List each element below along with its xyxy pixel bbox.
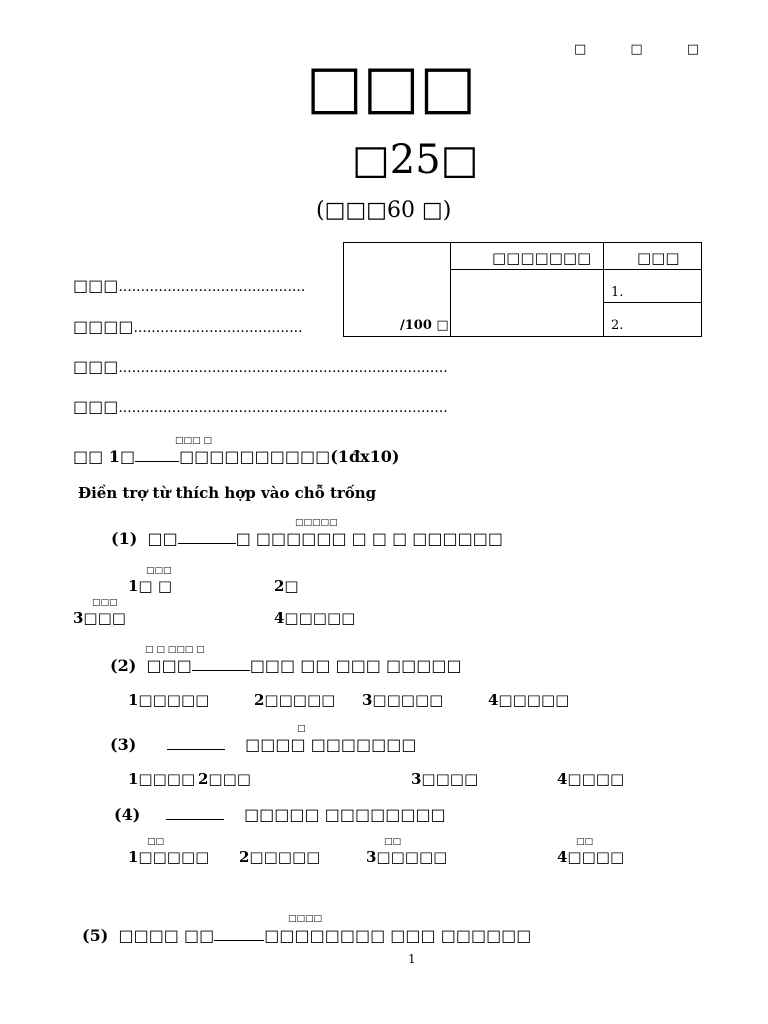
header-marks: □ □ □ [574,42,720,57]
page-title: □□□ [306,52,477,122]
q1-option-4[interactable]: 4□□□□□ [274,609,356,627]
q3-option-2[interactable]: 2□□□ [198,770,251,788]
question-3: (3) □□□□ □□□□□□□ [110,735,417,754]
q2-option-2[interactable]: 2□□□□□ [254,691,336,709]
q4-option-3[interactable]: 3□□□□□ [366,848,448,866]
page-number: 1 [408,952,416,966]
q3-option-3[interactable]: 3□□□□ [411,770,479,788]
q4-opt3-ruby: □□ [384,837,402,847]
q4-opt1-ruby: □□ [147,837,165,847]
q1-option-1[interactable]: 1□ □ [128,577,173,595]
exam-duration: (□□□60 □) [316,198,452,223]
q3-option-4[interactable]: 4□□□□ [557,770,625,788]
question-5: (5) □□□□ □□ □□□□□□□□ □□□ □□□□□□ [82,926,532,945]
section-title: □□ 1□ □□□□□□□□□□(1đx10) [73,447,400,466]
section-ruby: □□□ □ [175,436,212,446]
q2-option-1[interactable]: 1□□□□□ [128,691,210,709]
q3-option-1[interactable]: 1□□□□ [128,770,196,788]
score-col2-header: □□□ [637,249,680,267]
q1-opt3-ruby: □□□ [92,598,118,608]
q1-opt1-ruby: □□□ [146,566,172,576]
score-col1-header: □□□□□□□ [492,249,592,267]
q4-blank[interactable] [166,819,224,820]
question-1: (1) □□ □ □□□□□□ □ □ □ □□□□□□ [111,529,503,548]
q4-option-4[interactable]: 4□□□□ [557,848,625,866]
q4-option-1[interactable]: 1□□□□□ [128,848,210,866]
section-instruction: Điền trợ từ thích hợp vào chỗ trống [78,484,377,502]
q5-blank[interactable] [214,940,264,941]
q2-option-3[interactable]: 3□□□□□ [362,691,444,709]
q1-option-2[interactable]: 2□ [274,577,299,595]
q5-ruby: □□□□ [288,914,323,924]
info-name: □□□.......................................... [73,276,306,295]
q3-ruby: □ [297,724,306,734]
score-row-2: 2. [611,318,624,333]
score-value: /100 □ [400,318,449,333]
q2-blank[interactable] [192,670,250,671]
info-date: □□□.......................................................................... [73,397,448,416]
q1-ruby: □□□□□ [295,518,338,528]
q4-option-2[interactable]: 2□□□□□ [239,848,321,866]
score-row-1: 1. [611,285,624,300]
page-subtitle: □25□ [352,137,479,183]
q1-option-3[interactable]: 3□□□ [73,609,126,627]
question-2: (2) □□□ □□□ □□ □□□ □□□□□ [110,656,462,675]
q2-option-4[interactable]: 4□□□□□ [488,691,570,709]
info-student-id: □□□□...................................... [73,317,303,336]
info-class: □□□.......................................................................... [73,357,448,376]
question-4: (4) □□□□□ □□□□□□□□ [114,805,446,824]
q3-blank[interactable] [167,749,225,750]
q4-opt4-ruby: □□ [576,837,594,847]
q1-blank[interactable] [178,543,236,544]
q2-ruby: □ □ □□□ □ [145,645,205,655]
